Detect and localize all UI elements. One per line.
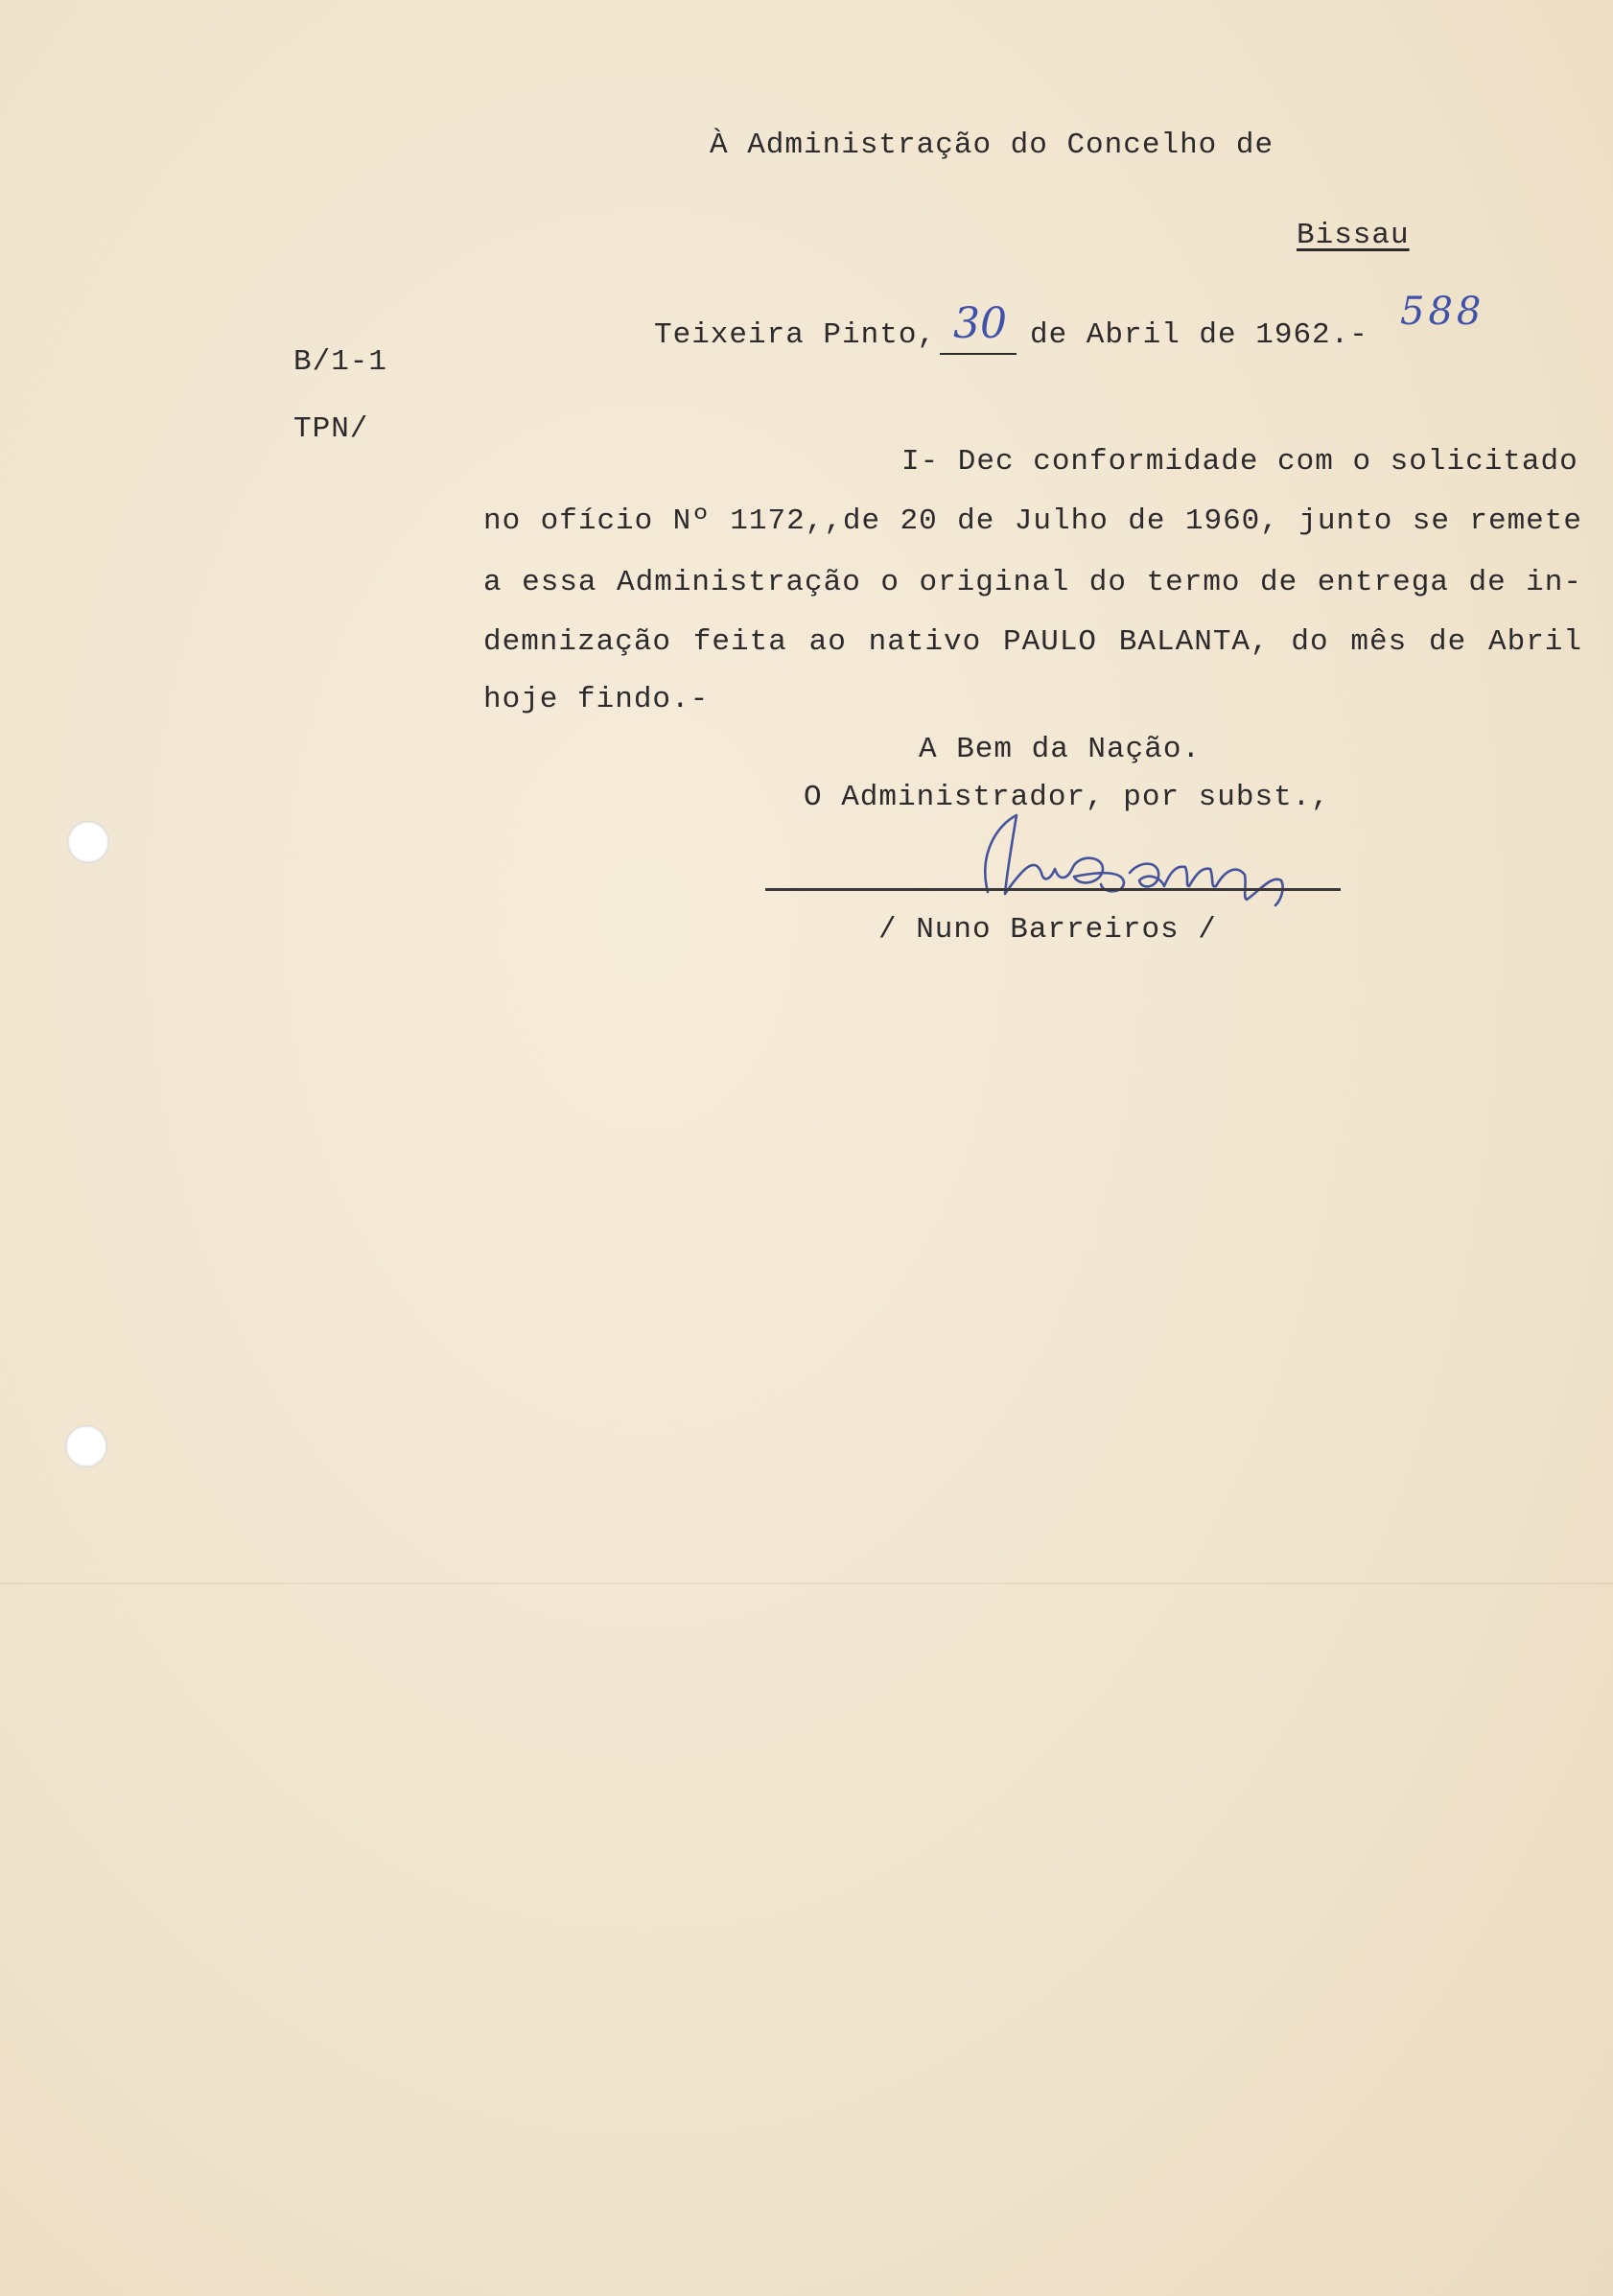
paper-crease [0, 1582, 1613, 1584]
body-line-1: I- Dec conformidade com o solicitado [901, 445, 1578, 479]
signatory-name: / Nuno Barreiros / [878, 913, 1217, 947]
body-line-2: no ofício Nº 1172,,de 20 de Julho de 1960, junto se remete [483, 504, 1582, 538]
reference-suffix: TPN/ [293, 412, 369, 446]
punch-hole-top [67, 821, 109, 863]
date-line [654, 290, 1517, 364]
date-day-underline [940, 353, 1017, 355]
body-line-5: hoje findo.- [483, 683, 710, 716]
closing-role: O Administrador, por subst., [804, 781, 1330, 814]
document-number-handwritten: 588 [1400, 290, 1485, 334]
addressee-city: Bissau [1297, 219, 1410, 252]
closing-salutation: A Bem da Nação. [919, 733, 1202, 766]
reference-code: B/1-1 [293, 345, 388, 379]
date-rest: de Abril de 1962.- [1030, 318, 1368, 352]
date-place: Teixeira Pinto, [654, 318, 937, 352]
punch-hole-bottom [65, 1425, 107, 1467]
addressee-line-1: À Administração do Concelho de [710, 129, 1274, 162]
date-day-handwritten: 30 [953, 299, 1007, 348]
handwritten-signature [959, 806, 1381, 911]
body-line-3: a essa Administração o original do termo de entrega de in- [483, 566, 1582, 599]
body-line-4: demnização feita ao nativo PAULO BALANTA, do mês de Abril [483, 625, 1582, 659]
signature-line [765, 888, 1341, 891]
